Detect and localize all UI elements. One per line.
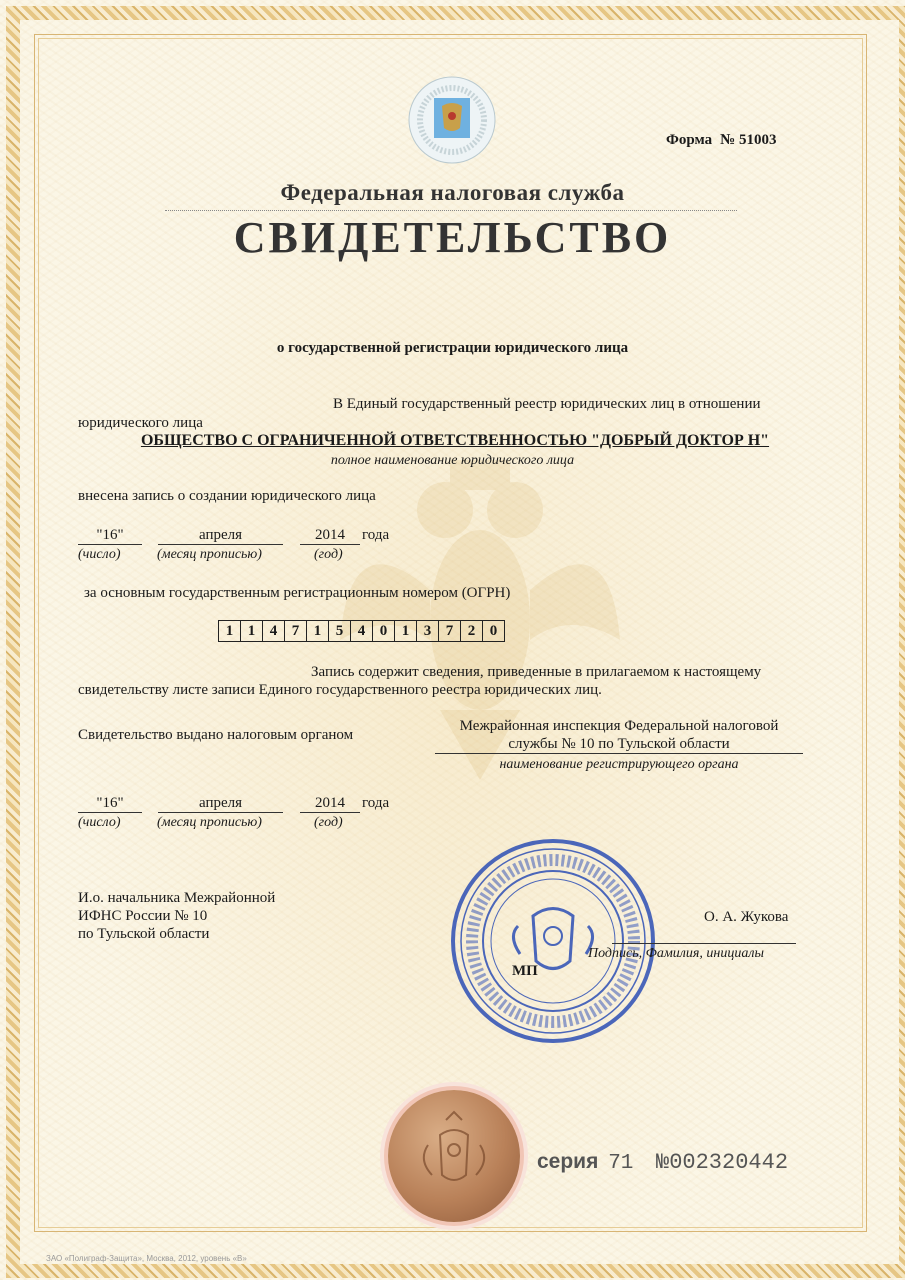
form-label: Форма (666, 132, 713, 148)
record-line-2: свидетельству листе записи Единого государственного реестра юридических лиц. (78, 682, 602, 698)
official-stamp-icon (448, 836, 658, 1046)
security-seal (388, 1090, 520, 1222)
ogrn-digit: 2 (461, 621, 483, 641)
signature-caption: Подпись, Фамилия, инициалы (588, 946, 764, 961)
eagle-seal-icon (388, 1090, 520, 1222)
ogrn-digit: 0 (489, 623, 498, 639)
organization-name-caption: полное наименование юридического лица (330, 453, 575, 468)
series-label: серия (537, 1150, 599, 1173)
ogrn-digit: 1 (307, 621, 329, 641)
ogrn-digit: 7 (439, 621, 461, 641)
ogrn-digit: 4 (263, 621, 285, 641)
reg-date-year-suffix: года (362, 527, 390, 543)
intro-line-2: юридического лица (78, 415, 203, 431)
printer-note: ЗАО «Полиграф-Защита», Москва, 2012, уровень «В» (46, 1254, 247, 1263)
reg-date-day-caption: (число) (78, 547, 121, 562)
ogrn-digit: 0 (373, 621, 395, 641)
reg-date-month: апреля (158, 527, 283, 545)
issue-date-day-caption: (число) (78, 815, 121, 830)
form-code: № 51003 (720, 132, 777, 148)
ogrn-digit: 1 (395, 621, 417, 641)
signer-position-line-1: И.о. начальника Межрайонной (78, 890, 276, 906)
entry-text: внесена запись о создании юридического лица (78, 488, 376, 504)
ogrn-number-boxes (218, 620, 505, 642)
reg-date-year-caption: (год) (314, 547, 343, 562)
form-number (666, 132, 776, 149)
signer-position-line-2: ИФНС России № 10 (78, 908, 208, 924)
issue-date-year-caption: (год) (314, 815, 343, 830)
agency-divider (165, 210, 737, 211)
ogrn-digit: 1 (219, 621, 241, 641)
record-line-1: Запись содержит сведения, приведенные в прилагаемом к настоящему (311, 664, 762, 680)
issue-date-year-suffix: года (362, 795, 390, 811)
issue-date-year: 2014 (300, 795, 360, 813)
issue-date-day: "16" (78, 795, 142, 813)
issued-by-label: Свидетельство выдано налоговым органом (78, 727, 354, 743)
reg-date-month-caption: (месяц прописью) (157, 547, 262, 562)
document-subtitle: о государственной регистрации юридического лица (276, 340, 629, 356)
ogrn-digit: 4 (351, 621, 373, 641)
seal-place-label: МП (512, 963, 538, 979)
reg-date-day: "16" (78, 527, 142, 545)
ogrn-digit: 5 (329, 621, 351, 641)
document-title: СВИДЕТЕЛЬСТВО (233, 213, 672, 262)
series-label-wrap (537, 1150, 633, 1175)
certificate-number: №002320442 (656, 1150, 789, 1175)
ogrn-text: за основным государственным регистрационным номером (ОГРН) (84, 585, 511, 601)
signer-position-line-3: по Тульской области (78, 926, 210, 942)
ogrn-digit: 7 (285, 621, 307, 641)
issuer-underline (435, 753, 803, 754)
ogrn-digit: 3 (417, 621, 439, 641)
signer-name: О. А. Жукова (704, 909, 789, 925)
issuer-line-2: службы № 10 по Тульской области (508, 736, 730, 752)
organization-name: ОБЩЕСТВО С ОГРАНИЧЕННОЙ ОТВЕТСТВЕННОСТЬЮ "ДОБРЫЙ ДОКТОР Н" (140, 432, 770, 449)
issue-date-month-caption: (месяц прописью) (157, 815, 262, 830)
intro-line-1: В Единый государственный реестр юридических лиц в отношении (333, 396, 761, 412)
series-value: 71 (608, 1152, 634, 1175)
issuer-caption: наименование регистрирующего органа (499, 757, 739, 772)
reg-date-year: 2014 (300, 527, 360, 545)
issue-date-month: апреля (158, 795, 283, 813)
hologram-emblem-icon (408, 76, 496, 164)
ogrn-digit: 1 (241, 621, 263, 641)
issuer-line-1: Межрайонная инспекция Федеральной налоговой (459, 718, 779, 734)
signature-underline (612, 943, 796, 944)
agency-name: Федеральная налоговая служба (280, 180, 625, 205)
